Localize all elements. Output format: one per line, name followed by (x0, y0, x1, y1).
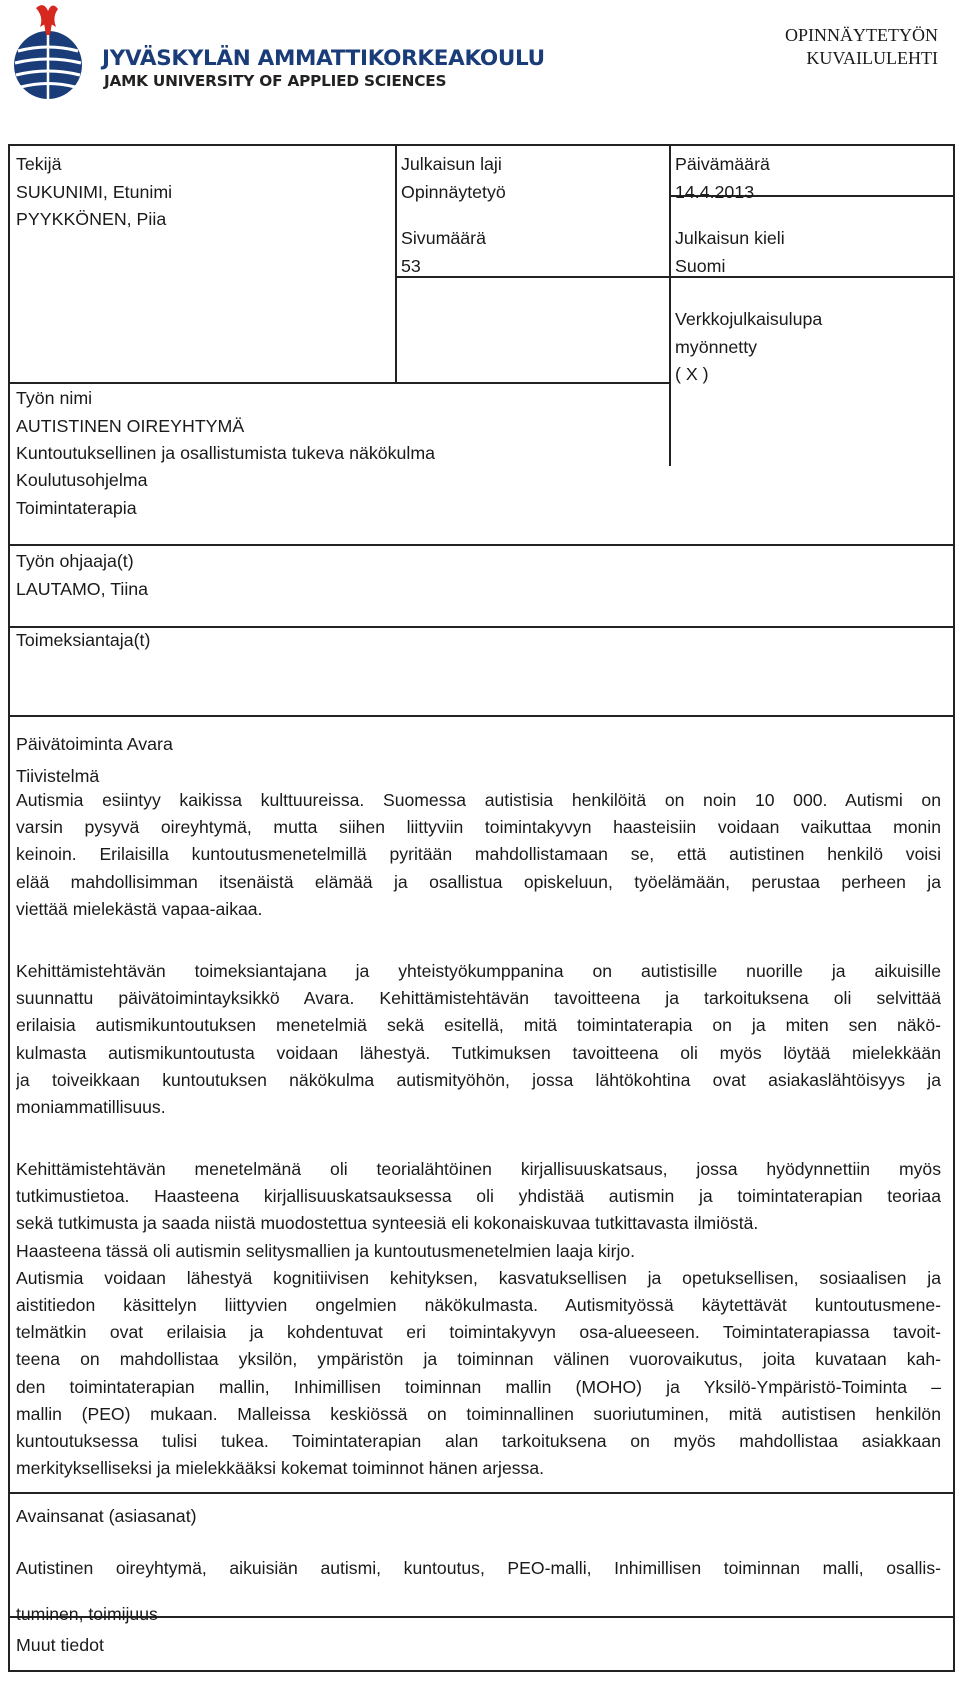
date-cell (675, 151, 770, 206)
date-value: 14.4.2013 (675, 181, 755, 202)
author-line1: SUKUNIMI, Etunimi (16, 181, 173, 202)
supervisor-label: Työn ohjaaja(t) (16, 551, 134, 571)
commissioner-label: Toimeksiantaja(t) (16, 630, 151, 650)
permit-cell (675, 306, 822, 389)
language-label: Julkaisun kieli (675, 228, 785, 248)
keywords-line2: tuminen, toimijuus (16, 1604, 158, 1624)
abstract-paragraph-1 (16, 787, 941, 923)
title-line1: AUTISTINEN OIREYHTYMÄ (16, 415, 245, 436)
divider-row3 (10, 382, 669, 384)
keywords-line1: Autistinen oireyhtymä, aikuisiän autismi, kuntoutus, PEO-malli, Inhimillisen toiminnan malli, osallis- (16, 1558, 941, 1578)
abstract-p3-line: merkitykselliseksi ja mielekkääksi kokemat toiminnot hänen arjessa. (16, 1458, 545, 1479)
divider-row6 (10, 715, 955, 717)
document-type (785, 24, 938, 70)
pubtype-cell (401, 151, 506, 206)
commissioner-value: Päivätoiminta Avara (16, 734, 173, 754)
title-cell (16, 385, 435, 468)
abstract-p3-line: Kehittämistehtävän menetelmänä oli teorialähtöinen kirjallisuuskatsaus, jossa hyödynnettiin myös (16, 1159, 941, 1179)
abstract-p3-line: Haasteena tässä oli autismin selitysmallien ja kuntoutusmenetelmien laaja kirjo. (16, 1240, 636, 1261)
language-value: Suomi (675, 255, 726, 276)
abstract-p3-line: teena on mahdollistaa yksilön, ympäristön ja toiminnan välinen vuorovaikutus, joita kuvataan kah- (16, 1349, 941, 1370)
abstract-p2-line: moniammatillisuus. (16, 1097, 166, 1118)
author-label: Tekijä (16, 154, 62, 174)
abstract-p3-line: kuntoutuksessa tulisi tukea. Toimintaterapian alan tarkoituksena on myös mahdollistaa asiakkaan (16, 1431, 941, 1452)
program-value: Toimintaterapia (16, 497, 137, 518)
abstract-paragraph-3 (16, 1156, 941, 1482)
divider-row4 (10, 544, 955, 546)
abstract-p2-line: Kehittämistehtävän toimeksiantajana ja yhteistyökumppanina on autistisille nuorille ja aikuisille (16, 961, 941, 981)
divider-row5 (10, 626, 955, 628)
pages-label: Sivumäärä (401, 228, 486, 248)
abstract-p1-line: varsin pysyvä oireyhtymä, mutta siihen liittyviin toimintakyvyn haasteisiin voidaan vaikuttaa monin (16, 817, 941, 838)
abstract-paragraph-2 (16, 958, 941, 1121)
other-info-label: Muut tiedot (16, 1635, 104, 1655)
pubtype-label: Julkaisun laji (401, 154, 502, 174)
abstract-p1-line: elää mahdollisimman itsenäistä elämää ja osallistua opiskeluun, työelämään, perustaa perheen ja (16, 871, 941, 892)
keywords-value (16, 1545, 941, 1637)
divider-col1 (395, 146, 397, 384)
abstract-p3-line: aistitiedon käsittelyn liittyvien ongelmien näkökulmasta. Autismityössä käytettävät kuntoutusmene- (16, 1295, 941, 1316)
author-line2: PYYKKÖNEN, Piia (16, 209, 167, 229)
abstract-p2-line: kulmasta autismikuntoutusta voidaan lähestyä. Tutkimuksen tavoitteena oli myös löytää mielekkään (16, 1042, 941, 1063)
author-cell (16, 151, 172, 234)
abstract-p2-line: ja toiveikkaan kuntoutuksen näkökulma autismityöhön, jossa lähtökohtina ovat asiakaslähtöisyys ja (16, 1069, 941, 1090)
institution-subtitle: JAMK UNIVERSITY OF APPLIED SCIENCES (104, 72, 447, 90)
divider-row7 (10, 1492, 955, 1494)
jamk-logo-icon (8, 3, 90, 109)
document-type-line2: KUVAILULEHTI (806, 48, 938, 68)
institution-name: JYVÄSKYLÄN AMMATTIKORKEAKOULU (102, 46, 545, 71)
pages-cell (401, 225, 486, 280)
title-label: Työn nimi (16, 388, 93, 408)
abstract-p3-line: Autismia voidaan lähestyä kognitiivisen kehityksen, kasvatuksellisen ja opetuksellisen, sosiaalisen ja (16, 1267, 941, 1288)
abstract-p3-line: den toimintaterapian mallin, Inhimillisen toiminnan mallin (MOHO) ja Yksilö-Ympäristö-Toiminta – (16, 1376, 941, 1397)
permit-line2: myönnetty (675, 336, 758, 357)
abstract-p2-line: suunnattu päivätoimintayksikkö Avara. Kehittämistehtävän tavoitteena ja tarkoituksena oli selvittää (16, 988, 941, 1009)
permit-line1: Verkkojulkaisulupa (675, 309, 823, 329)
supervisor-value: LAUTAMO, Tiina (16, 578, 149, 599)
date-label: Päivämäärä (675, 154, 770, 174)
abstract-p3-line: sekä tutkimusta ja saada niistä muodostettua synteesiä eli kokonaiskuvaa tutkittavasta ilmiöstä. (16, 1213, 759, 1234)
abstract-p3-line: telmätkin ovat erilaisia ja kohdentuvat eri toimintakyvyn osa-alueeseen. Toimintaterapiassa tavoit- (16, 1322, 941, 1343)
abstract-p1-line: viettää mielekästä vapaa-aikaa. (16, 898, 263, 919)
page-header (0, 0, 960, 120)
document-type-line1: OPINNÄYTETYÖN (785, 25, 938, 45)
abstract-p1-line: Autismia esiintyy kaikissa kulttuureissa. Suomessa autistisia henkilöitä on noin 10 000. Autismi on (16, 790, 941, 810)
title-line2: Kuntoutuksellinen ja osallistumista tukeva näkökulma (16, 443, 436, 463)
abstract-p2-line: erilaisia autismikuntoutuksen menetelmiä sekä esitellä, mitä toimintaterapia on ja miten sen näkö- (16, 1015, 941, 1036)
program-cell (16, 467, 147, 522)
pubtype-value: Opinnäytetyö (401, 181, 506, 202)
permit-line3: ( X ) (675, 364, 709, 384)
abstract-p1-line: keinoin. Erilaisilla kuntoutusmenetelmillä pyritään mahdollistamaan se, että autistinen henkilö voisi (16, 844, 941, 865)
abstract-p3-line: mallin (PEO) mukaan. Malleissa keskiössä on toiminnallinen suoriutuminen, mitä autistisen henkilön (16, 1403, 941, 1424)
program-label: Koulutusohjelma (16, 470, 148, 490)
abstract-label: Tiivistelmä (16, 766, 100, 786)
abstract-p3-line: tutkimustietoa. Haasteena kirjallisuuskatsauksessa oli yhdistää autismin ja toimintaterapian teoriaa (16, 1186, 941, 1207)
keywords-label: Avainsanat (asiasanat) (16, 1506, 197, 1526)
supervisor-cell (16, 548, 148, 603)
pages-value: 53 (401, 255, 421, 276)
divider-col2 (669, 146, 671, 466)
language-cell (675, 225, 785, 280)
